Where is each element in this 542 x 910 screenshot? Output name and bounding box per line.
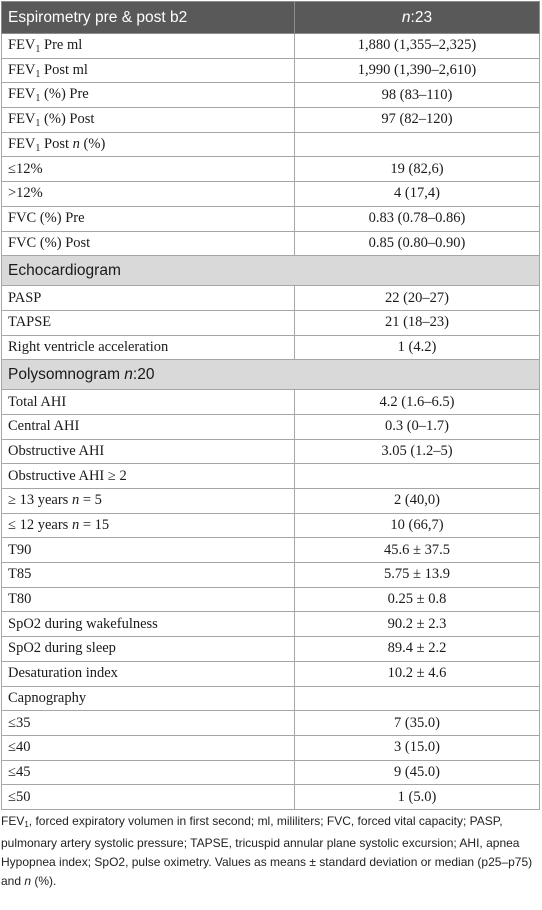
row-value (295, 686, 540, 711)
section-title: Echocardiogram (2, 256, 540, 286)
row-label: Capnography (2, 686, 295, 711)
row-value: 7 (35.0) (295, 711, 540, 736)
row-label: $FEV_1$ (%) Pre (2, 83, 295, 108)
row-label: ≥ 13 years n = 5 (2, 489, 295, 514)
row-value: 1,880 (1,355–2,325) (295, 34, 540, 59)
row-label: $FEV_1$ (%) Post (2, 108, 295, 133)
section-title: Polysomnogram n:20 (2, 360, 540, 390)
table-row (2, 157, 540, 182)
row-value: 22 (20–27) (295, 286, 540, 311)
row-value: 10.2 ± 4.6 (295, 661, 540, 686)
table-footnote: FEV1, forced expiratory volumen in first second; ml, mililiters; FVC, forced vital capacity; PASP, pulmonary artery systolic pressure; TAPSE, tricuspid annular plane systolic excursion; AHI, apnea Hypopnea index; SpO2, pulse oximetry. Values as means ± standard deviation or median (p25–p75) and n (%). (1, 814, 533, 888)
row-label: T90 (2, 538, 295, 563)
table-row (2, 83, 540, 108)
table-row (2, 439, 540, 464)
table-row (2, 735, 540, 760)
row-value: 1,990 (1,390–2,610) (295, 58, 540, 83)
row-label: ≤50 (2, 785, 295, 810)
table-row (2, 661, 540, 686)
row-label: Obstructive AHI ≥ 2 (2, 464, 295, 489)
row-label: FVC (%) Post (2, 231, 295, 256)
table-row (2, 612, 540, 637)
row-label: Desaturation index (2, 661, 295, 686)
row-label: ≤40 (2, 735, 295, 760)
table-header-row (2, 2, 540, 34)
row-value: 1 (4.2) (295, 335, 540, 360)
row-label: Total AHI (2, 390, 295, 415)
row-value: 9 (45.0) (295, 760, 540, 785)
header-n: n:23 (295, 2, 540, 34)
table-row (2, 231, 540, 256)
table-row (2, 587, 540, 612)
row-value: 4 (17,4) (295, 182, 540, 207)
table-row (2, 310, 540, 335)
row-label: PASP (2, 286, 295, 311)
row-label: $FEV_1$ Post n (%) (2, 132, 295, 157)
table-row (2, 34, 540, 59)
table-row (2, 206, 540, 231)
row-value (295, 464, 540, 489)
row-value: 1 (5.0) (295, 785, 540, 810)
row-value: 3 (15.0) (295, 735, 540, 760)
row-value: 3.05 (1.2–5) (295, 439, 540, 464)
table-row (2, 182, 540, 207)
table-row (2, 785, 540, 810)
table-row (2, 286, 540, 311)
table-row (2, 538, 540, 563)
row-value: 0.83 (0.78–0.86) (295, 206, 540, 231)
row-label: Obstructive AHI (2, 439, 295, 464)
table-row (2, 464, 540, 489)
row-label: ≤45 (2, 760, 295, 785)
row-label: FVC (%) Pre (2, 206, 295, 231)
section-polysomnogram (2, 360, 540, 390)
row-label: Central AHI (2, 414, 295, 439)
row-label: >12% (2, 182, 295, 207)
row-value: 89.4 ± 2.2 (295, 637, 540, 662)
row-value: 10 (66,7) (295, 513, 540, 538)
row-label: ≤35 (2, 711, 295, 736)
section-echocardiogram (2, 256, 540, 286)
row-value (295, 132, 540, 157)
row-value: 4.2 (1.6–6.5) (295, 390, 540, 415)
table-row (2, 489, 540, 514)
table-row (2, 390, 540, 415)
row-value: 45.6 ± 37.5 (295, 538, 540, 563)
table-row (2, 58, 540, 83)
table-row (2, 563, 540, 588)
table-row (2, 414, 540, 439)
table-row (2, 132, 540, 157)
row-label: Right ventricle acceleration (2, 335, 295, 360)
row-value: 5.75 ± 13.9 (295, 563, 540, 588)
row-label: SpO2 during sleep (2, 637, 295, 662)
table-row (2, 711, 540, 736)
row-value: 0.3 (0–1.7) (295, 414, 540, 439)
row-label: T80 (2, 587, 295, 612)
row-value: 21 (18–23) (295, 310, 540, 335)
row-label: TAPSE (2, 310, 295, 335)
row-value: 2 (40,0) (295, 489, 540, 514)
table-row (2, 637, 540, 662)
row-value: 97 (82–120) (295, 108, 540, 133)
header-spirometry: Espirometry pre & post b2 (2, 2, 295, 34)
row-label: ≤ 12 years n = 15 (2, 513, 295, 538)
row-value: 90.2 ± 2.3 (295, 612, 540, 637)
row-label: $FEV_1$ Pre ml (2, 34, 295, 59)
row-value: 98 (83–110) (295, 83, 540, 108)
results-table (1, 1, 540, 810)
table-row (2, 760, 540, 785)
row-value: 19 (82,6) (295, 157, 540, 182)
row-label: ≤12% (2, 157, 295, 182)
row-value: 0.85 (0.80–0.90) (295, 231, 540, 256)
table-row (2, 108, 540, 133)
table-row (2, 335, 540, 360)
row-value: 0.25 ± 0.8 (295, 587, 540, 612)
table-row (2, 513, 540, 538)
table-row (2, 686, 540, 711)
row-label: $FEV_1$ Post ml (2, 58, 295, 83)
row-label: T85 (2, 563, 295, 588)
row-label: SpO2 during wakefulness (2, 612, 295, 637)
